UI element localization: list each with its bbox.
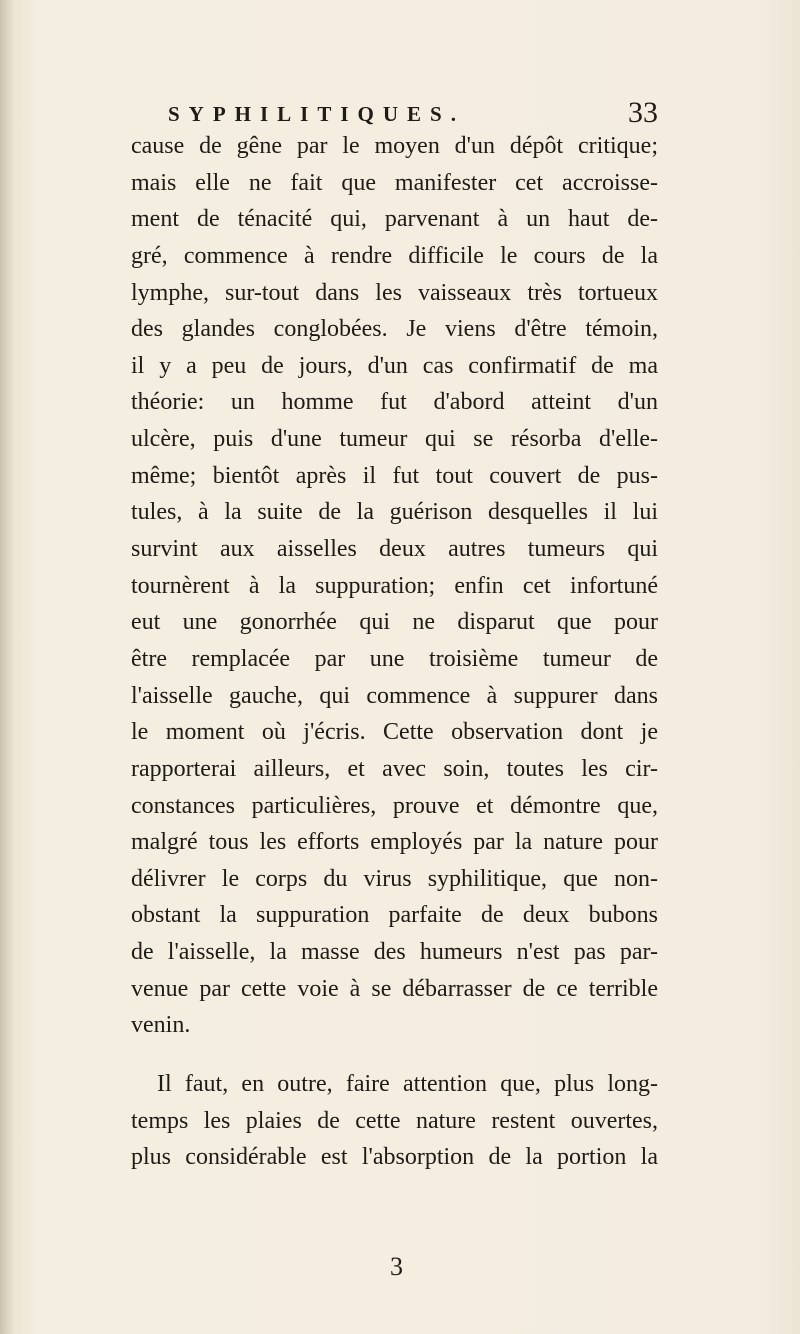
text-line: tules, à la suite de la guérison desquelles il lui <box>131 499 658 526</box>
text-line: ment de ténacité qui, parvenant à un haut de- <box>131 206 658 233</box>
text-line: lymphe, sur-tout dans les vaisseaux très tortueux <box>131 279 658 306</box>
page-gutter-shadow <box>0 0 14 1334</box>
text-line: des glandes conglobées. Je viens d'être témoin, <box>131 316 658 343</box>
text-line: venin. <box>131 1012 191 1039</box>
body-text <box>131 128 658 1176</box>
text-line: constances particulières, prouve et démontre que, <box>131 792 658 819</box>
text-line: l'aisselle gauche, qui commence à suppurer dans <box>131 682 658 709</box>
text-line: gré, commence à rendre difficile le cours de la <box>131 242 658 269</box>
text-line: obstant la suppuration parfaite de deux bubons <box>131 902 658 929</box>
text-line: de l'aisselle, la masse des humeurs n'est pas par- <box>131 939 658 966</box>
text-line: ulcère, puis d'une tumeur qui se résorba d'elle- <box>131 426 658 453</box>
page-number: 33 <box>628 96 658 129</box>
signature-mark: 3 <box>390 1252 403 1281</box>
text-line: rapporterai ailleurs, et avec soin, toutes les cir- <box>131 755 658 782</box>
text-line: même; bientôt après il fut tout couvert de pus- <box>131 462 658 489</box>
text-line: le moment où j'écris. Cette observation dont je <box>131 719 658 746</box>
paragraph-1 <box>131 128 658 1044</box>
paragraph-2 <box>131 1066 658 1103</box>
text-line: plus considérable est l'absorption de la portion la <box>131 1144 658 1171</box>
text-line: il y a peu de jours, d'un cas confirmatif de ma <box>131 352 658 379</box>
paragraph-gap <box>131 1044 658 1066</box>
text-line: tournèrent à la suppuration; enfin cet infortuné <box>131 572 658 599</box>
text-line: temps les plaies de cette nature restent ouvertes, <box>131 1107 658 1134</box>
text-line: Il faut, en outre, faire attention que, plus long- <box>157 1071 658 1098</box>
text-line: être remplacée par une troisième tumeur de <box>131 645 658 672</box>
text-line: théorie: un homme fut d'abord atteint d'un <box>131 389 658 416</box>
text-line: mais elle ne fait que manifester cet accroisse- <box>131 169 658 196</box>
running-header <box>168 96 658 132</box>
running-title: SYPHILITIQUES. <box>168 102 465 126</box>
paragraph-2-cont <box>131 1103 658 1176</box>
text-line: malgré tous les efforts employés par la nature pour <box>131 829 658 856</box>
text-line: venue par cette voie à se débarrasser de ce terrible <box>131 975 658 1002</box>
text-line: survint aux aisselles deux autres tumeurs qui <box>131 536 658 563</box>
text-line: délivrer le corps du virus syphilitique, que non- <box>131 865 658 892</box>
text-line: cause de gêne par le moyen d'un dépôt critique; <box>131 133 658 159</box>
text-line: eut une gonorrhée qui ne disparut que pour <box>131 609 658 636</box>
